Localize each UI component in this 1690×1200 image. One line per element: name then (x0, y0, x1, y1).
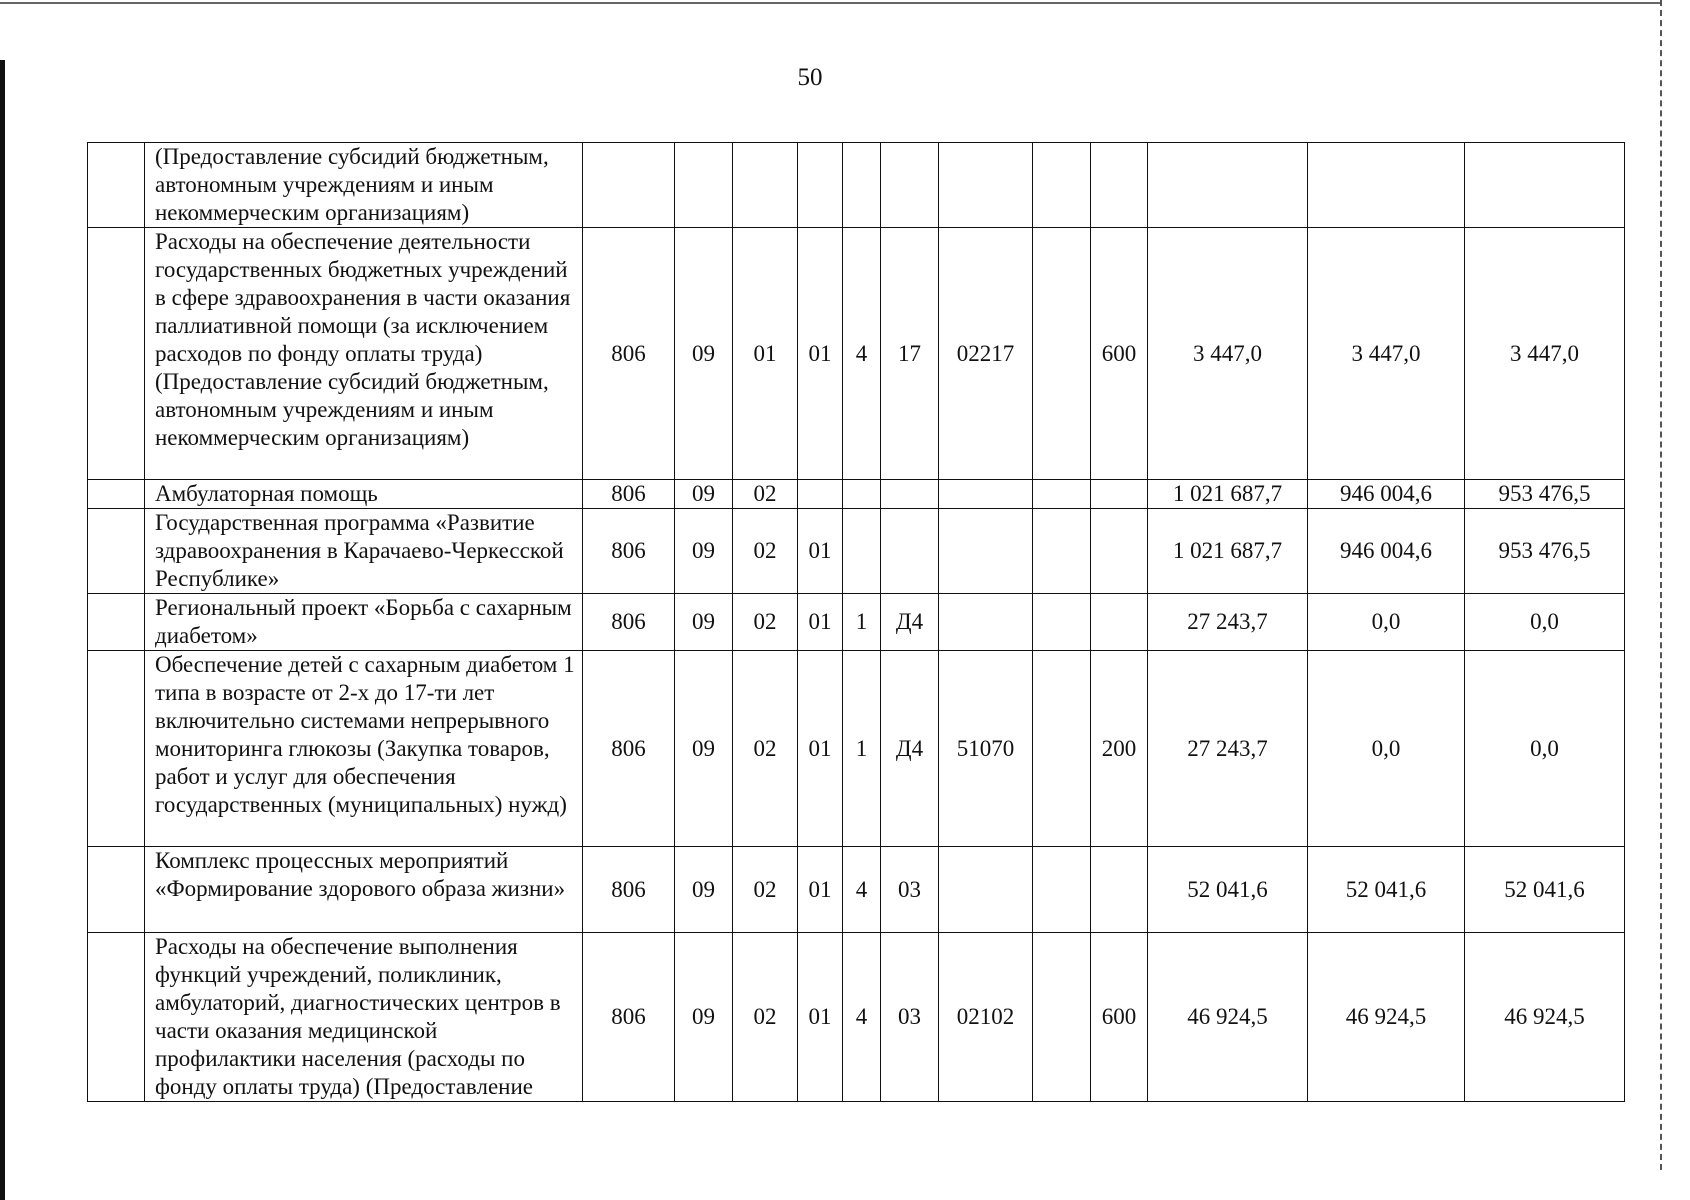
direction-code-cell (939, 143, 1033, 228)
row-index-cell (88, 651, 145, 847)
direction-code-cell: 02102 (939, 933, 1033, 1102)
subprogram-code-cell (881, 143, 939, 228)
row-name-cell: (Предоставление субсидий бюджетным, автономным учреждениям и иным некоммерческим организациям) (145, 143, 583, 228)
row-name-cell: Амбулаторная помощь (145, 480, 583, 509)
direction-code-cell (939, 509, 1033, 594)
row-name-cell: Государственная программа «Развитие здравоохранения в Карачаево-Черкесской Республике» (145, 509, 583, 594)
extra-code-cell (1033, 594, 1091, 651)
subsection-code-cell: 02 (733, 509, 798, 594)
type-code-cell (843, 480, 881, 509)
ministry-code-cell: 806 (583, 933, 675, 1102)
subsection-code-cell: 01 (733, 228, 798, 480)
subprogram-code-cell: Д4 (881, 594, 939, 651)
program-code-cell: 01 (798, 228, 843, 480)
expense-type-cell: 600 (1091, 228, 1148, 480)
direction-code-cell (939, 480, 1033, 509)
sum-year-1-cell: 27 243,7 (1148, 594, 1308, 651)
direction-code-cell (939, 847, 1033, 933)
table-row (88, 143, 1625, 228)
type-code-cell (843, 143, 881, 228)
sum-year-3-cell: 953 476,5 (1465, 509, 1625, 594)
type-code-cell: 4 (843, 847, 881, 933)
row-name-cell: Комплекс процессных мероприятий «Формирование здорового образа жизни» (145, 847, 583, 933)
sum-year-2-cell: 0,0 (1308, 651, 1465, 847)
budget-table (87, 142, 1625, 1102)
table-row (88, 228, 1625, 480)
expense-type-cell: 600 (1091, 933, 1148, 1102)
extra-code-cell (1033, 228, 1091, 480)
program-code-cell (798, 480, 843, 509)
subprogram-code-cell: Д4 (881, 651, 939, 847)
sum-year-1-cell: 1 021 687,7 (1148, 509, 1308, 594)
expense-type-cell (1091, 594, 1148, 651)
row-name-cell: Обеспечение детей с сахарным диабетом 1 типа в возрасте от 2-х до 17-ти лет включительно системами непрерывного мониторинга глюкозы (Закупка товаров, работ и услуг для обеспечения государственных (муниципальных) нужд) (145, 651, 583, 847)
row-index-cell (88, 509, 145, 594)
scan-border-left (0, 60, 5, 1200)
row-index-cell (88, 933, 145, 1102)
type-code-cell: 1 (843, 651, 881, 847)
program-code-cell: 01 (798, 651, 843, 847)
type-code-cell: 1 (843, 594, 881, 651)
subsection-code-cell: 02 (733, 847, 798, 933)
expense-type-cell (1091, 480, 1148, 509)
direction-code-cell: 02217 (939, 228, 1033, 480)
table-row (88, 933, 1625, 1102)
sum-year-3-cell: 0,0 (1465, 651, 1625, 847)
subsection-code-cell: 02 (733, 933, 798, 1102)
scan-border-top (0, 2, 1660, 4)
sum-year-1-cell: 27 243,7 (1148, 651, 1308, 847)
sum-year-3-cell: 953 476,5 (1465, 480, 1625, 509)
section-code-cell: 09 (675, 933, 733, 1102)
page-number: 50 (797, 64, 823, 91)
extra-code-cell (1033, 509, 1091, 594)
program-code-cell: 01 (798, 933, 843, 1102)
row-name-cell: Региональный проект «Борьба с сахарным диабетом» (145, 594, 583, 651)
sum-year-3-cell: 0,0 (1465, 594, 1625, 651)
expense-type-cell (1091, 509, 1148, 594)
section-code-cell: 09 (675, 594, 733, 651)
sum-year-2-cell (1308, 143, 1465, 228)
subsection-code-cell: 02 (733, 651, 798, 847)
sum-year-1-cell: 1 021 687,7 (1148, 480, 1308, 509)
section-code-cell: 09 (675, 480, 733, 509)
sum-year-1-cell (1148, 143, 1308, 228)
ministry-code-cell: 806 (583, 509, 675, 594)
sum-year-2-cell: 0,0 (1308, 594, 1465, 651)
ministry-code-cell: 806 (583, 651, 675, 847)
program-code-cell: 01 (798, 509, 843, 594)
ministry-code-cell: 806 (583, 847, 675, 933)
table-row (88, 509, 1625, 594)
sum-year-1-cell: 52 041,6 (1148, 847, 1308, 933)
extra-code-cell (1033, 847, 1091, 933)
row-index-cell (88, 480, 145, 509)
subprogram-code-cell (881, 509, 939, 594)
row-index-cell (88, 228, 145, 480)
scan-border-right (1660, 0, 1662, 1170)
program-code-cell: 01 (798, 594, 843, 651)
subprogram-code-cell: 03 (881, 847, 939, 933)
sum-year-3-cell (1465, 143, 1625, 228)
subsection-code-cell (733, 143, 798, 228)
extra-code-cell (1033, 933, 1091, 1102)
sum-year-3-cell: 46 924,5 (1465, 933, 1625, 1102)
expense-type-cell: 200 (1091, 651, 1148, 847)
extra-code-cell (1033, 143, 1091, 228)
type-code-cell (843, 509, 881, 594)
ministry-code-cell (583, 143, 675, 228)
ministry-code-cell: 806 (583, 594, 675, 651)
type-code-cell: 4 (843, 228, 881, 480)
table-row (88, 651, 1625, 847)
sum-year-2-cell: 46 924,5 (1308, 933, 1465, 1102)
sum-year-1-cell: 46 924,5 (1148, 933, 1308, 1102)
subsection-code-cell: 02 (733, 480, 798, 509)
sum-year-2-cell: 946 004,6 (1308, 480, 1465, 509)
subsection-code-cell: 02 (733, 594, 798, 651)
direction-code-cell: 51070 (939, 651, 1033, 847)
table-row (88, 480, 1625, 509)
row-name-cell: Расходы на обеспечение выполнения функций учреждений, поликлиник, амбулаторий, диагностических центров в части оказания медицинской профилактики населения (расходы по фонду оплаты труда) (Предоставление (145, 933, 583, 1102)
ministry-code-cell: 806 (583, 228, 675, 480)
section-code-cell: 09 (675, 509, 733, 594)
sum-year-3-cell: 52 041,6 (1465, 847, 1625, 933)
program-code-cell: 01 (798, 847, 843, 933)
row-index-cell (88, 847, 145, 933)
subprogram-code-cell: 03 (881, 933, 939, 1102)
sum-year-2-cell: 946 004,6 (1308, 509, 1465, 594)
row-index-cell (88, 594, 145, 651)
subprogram-code-cell (881, 480, 939, 509)
expense-type-cell (1091, 143, 1148, 228)
section-code-cell: 09 (675, 228, 733, 480)
subprogram-code-cell: 17 (881, 228, 939, 480)
table-row (88, 594, 1625, 651)
expense-type-cell (1091, 847, 1148, 933)
extra-code-cell (1033, 480, 1091, 509)
section-code-cell: 09 (675, 847, 733, 933)
sum-year-2-cell: 52 041,6 (1308, 847, 1465, 933)
extra-code-cell (1033, 651, 1091, 847)
ministry-code-cell: 806 (583, 480, 675, 509)
row-index-cell (88, 143, 145, 228)
sum-year-3-cell: 3 447,0 (1465, 228, 1625, 480)
sum-year-1-cell: 3 447,0 (1148, 228, 1308, 480)
table-row (88, 847, 1625, 933)
sum-year-2-cell: 3 447,0 (1308, 228, 1465, 480)
type-code-cell: 4 (843, 933, 881, 1102)
program-code-cell (798, 143, 843, 228)
section-code-cell: 09 (675, 651, 733, 847)
row-name-cell: Расходы на обеспечение деятельности государственных бюджетных учреждений в сфере здравоохранения в части оказания паллиативной помощи (за исключением расходов по фонду оплаты труда) (Предоставление субсидий бюджетным, автономным учреждениям и иным некоммерческим организациям) (145, 228, 583, 480)
section-code-cell (675, 143, 733, 228)
direction-code-cell (939, 594, 1033, 651)
